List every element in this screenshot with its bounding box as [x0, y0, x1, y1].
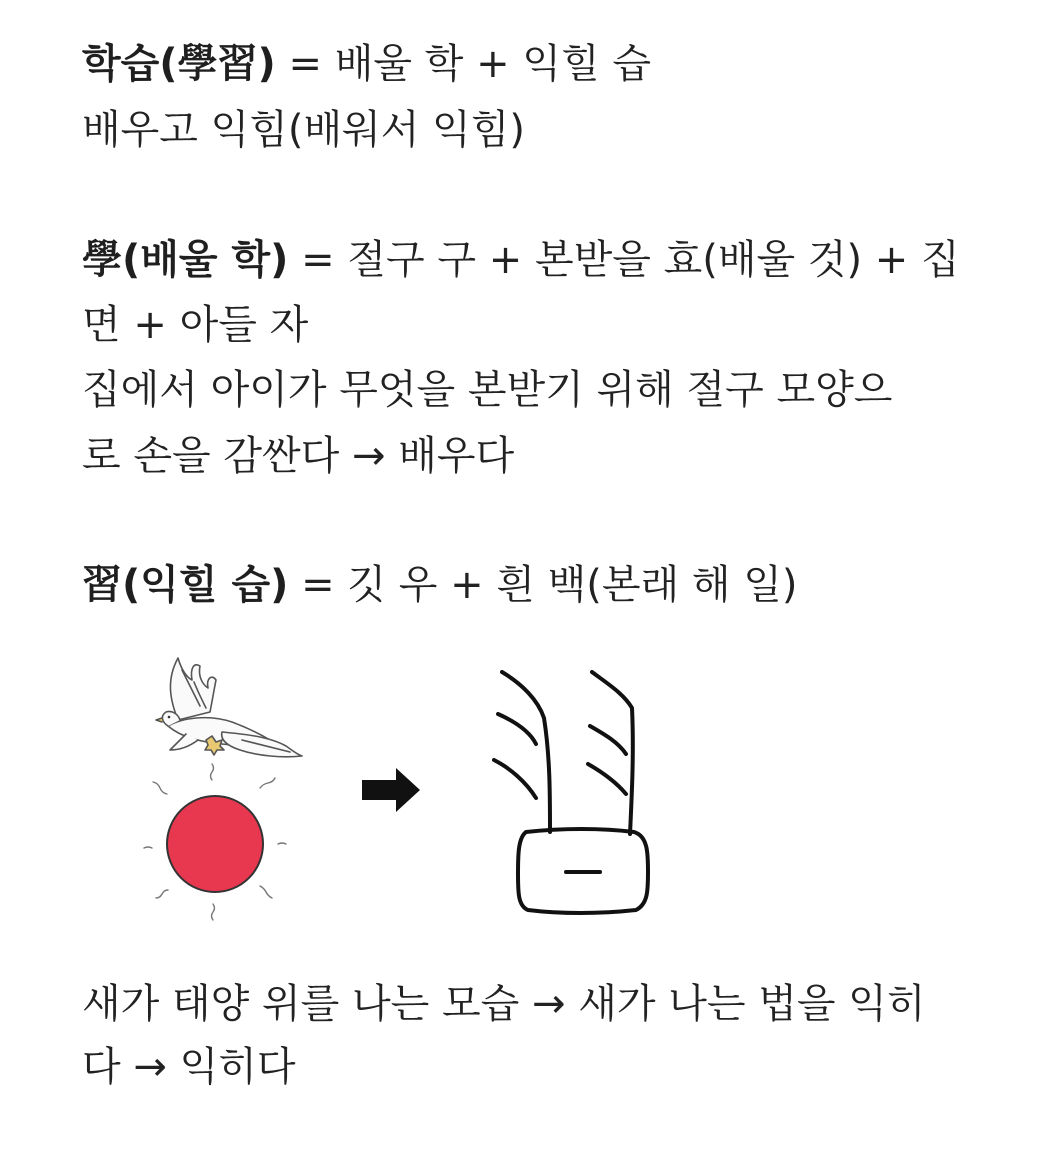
right-arrow-icon	[362, 768, 420, 812]
seup-origin-illustration	[82, 622, 710, 952]
hakseup-heading	[82, 40, 651, 88]
hak-term: 學(배울 학)	[82, 237, 289, 283]
hak-explanation-line1: 집에서 아이가 무엇을 본받기 위해 절구 모양으	[82, 367, 893, 413]
seup-heading	[82, 561, 798, 609]
seup-explanation-line1: 새가 태양 위를 나는 모습 → 새가 나는 법을 익히	[82, 981, 926, 1027]
ancient-seup-character-icon	[494, 672, 648, 913]
hakseup-meaning: 배우고 익힘(배워서 익힘)	[82, 107, 526, 153]
seup-term: 習(익힐 습)	[82, 562, 289, 608]
hakseup-term: 학습(學習)	[82, 41, 276, 87]
bird-icon	[156, 658, 302, 757]
sun-icon	[144, 764, 286, 920]
hak-heading	[82, 236, 960, 284]
hak-explanation-line2: 로 손을 감싼다 → 배우다	[82, 433, 515, 479]
hakseup-definition: = 배울 학 + 익힐 습	[275, 41, 652, 87]
seup-explanation-line2: 다 → 익히다	[82, 1044, 296, 1090]
hak-definition-line2: 면 + 아들 자	[82, 302, 309, 348]
seup-definition: = 깃 우 + 흰 백(본래 해 일)	[288, 562, 798, 608]
hak-definition-line1: = 절구 구 + 본받을 효(배울 것) + 집	[288, 237, 960, 283]
